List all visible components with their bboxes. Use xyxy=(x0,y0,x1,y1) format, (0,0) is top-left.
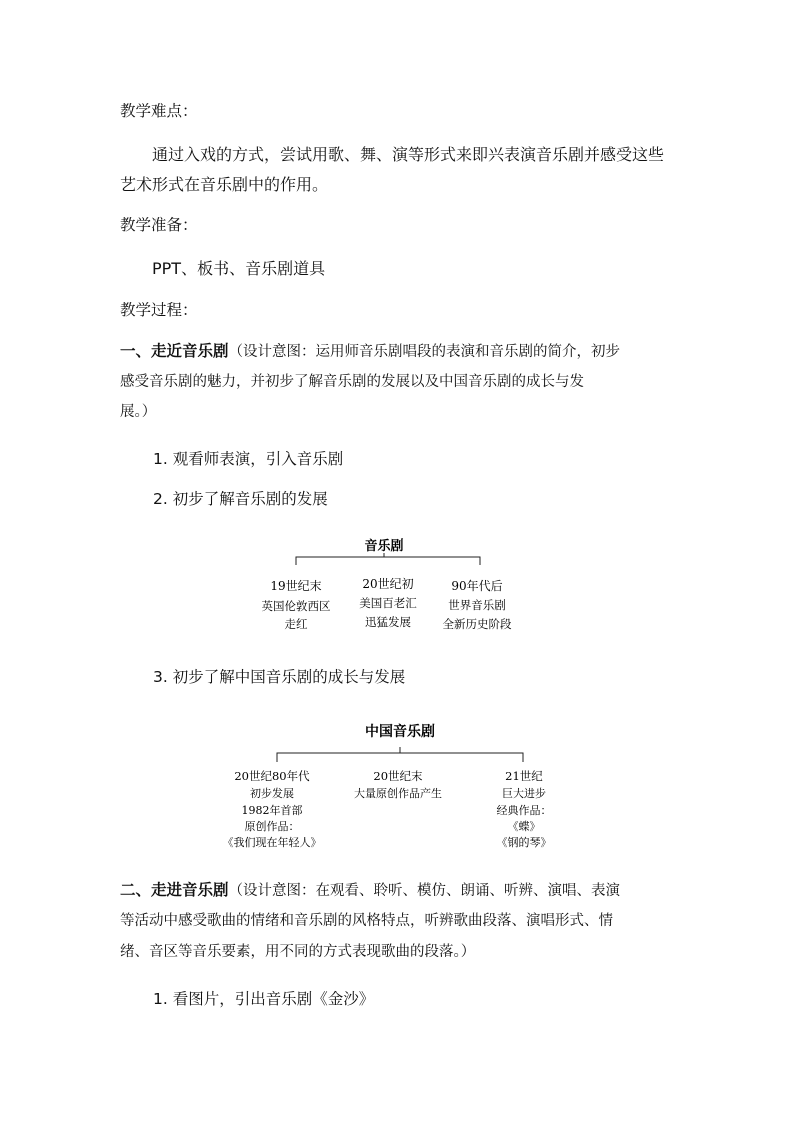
preparation-content: PPT、板书、音乐剧道具 xyxy=(152,259,326,278)
diagram2-branch3-l2: 巨大进步 xyxy=(502,787,546,800)
diagram1-branch3-l3: 全新历史阶段 xyxy=(442,617,512,631)
diagram1-bracket xyxy=(296,553,480,565)
diagram1-title: 音乐剧 xyxy=(364,539,404,554)
diagram2-branch1-l4: 原创作品： xyxy=(244,820,300,833)
section2-item-1: 1. 看图片，引出音乐剧《金沙》 xyxy=(153,990,375,1008)
section1-item-3: 3. 初步了解中国音乐剧的成长与发展 xyxy=(153,668,406,686)
diagram1-branch3-l2: 世界音乐剧 xyxy=(448,598,506,612)
section2-intent-line2: 等活动中感受歌曲的情绪和音乐剧的风格特点，听辨歌曲段落、演唱形式、情 xyxy=(120,913,613,929)
difficulty-text-line2: 艺术形式在音乐剧中的作用。 xyxy=(120,175,329,194)
diagram2-branch2-l1: 20世纪末 xyxy=(373,769,423,783)
section1-line1 xyxy=(120,344,620,360)
section1-intent-line2: 感受音乐剧的魅力，并初步了解音乐剧的发展以及中国音乐剧的成长与发 xyxy=(120,374,584,390)
section1-intent-line3: 展。） xyxy=(120,404,157,420)
diagram2-branch1-l5: 《我们现在年轻人》 xyxy=(222,836,322,849)
chinese-musical-diagram xyxy=(214,718,584,852)
section1-item-2: 2. 初步了解音乐剧的发展 xyxy=(153,490,328,508)
diagram1-branch2-l3: 迅猛发展 xyxy=(365,615,411,629)
diagram1-branch1-l2: 英国伦敦西区 xyxy=(261,599,331,613)
section1-item-1: 1. 观看师表演，引入音乐剧 xyxy=(153,450,344,468)
diagram2-branch3-l5: 《钢的琴》 xyxy=(496,836,552,849)
diagram2-branch1-l2: 初步发展 xyxy=(250,787,294,800)
section2-line1 xyxy=(120,883,620,899)
section2-title: 二、走进音乐剧 xyxy=(120,881,229,899)
diagram2-bracket xyxy=(277,747,523,762)
diagram1-branch2-l2: 美国百老汇 xyxy=(359,596,417,610)
section2-intent-line1: （设计意图：在观看、聆听、模仿、朗诵、听辨、演唱、表演 xyxy=(228,883,621,899)
diagram2-branch1-l3: 1982年首部 xyxy=(241,804,303,817)
difficulty-text-line1: 通过入戏的方式，尝试用歌、舞、演等形式来即兴表演音乐剧并感受这些 xyxy=(152,145,665,164)
diagram2-branch1-l1: 20世纪80年代 xyxy=(234,769,310,783)
diagram2-title: 中国音乐剧 xyxy=(365,724,435,740)
diagram1-branch1-l1: 19世纪末 xyxy=(270,579,322,593)
process-heading: 教学过程： xyxy=(120,301,198,319)
section1-intent-line1: （设计意图：运用师音乐剧唱段的表演和音乐剧的简介，初步 xyxy=(228,344,621,360)
section2-intent-line3: 绪、音区等音乐要素，用不同的方式表现歌曲的段落。） xyxy=(120,944,476,960)
diagram2-branch3-l1: 21世纪 xyxy=(505,769,543,783)
diagram1-branch3-l1: 90年代后 xyxy=(451,579,503,593)
diagram2-branch3-l4: 《蝶》 xyxy=(507,820,541,833)
diagram2-branch3-l3: 经典作品： xyxy=(496,804,552,817)
musical-history-diagram xyxy=(250,533,540,638)
difficulty-heading: 教学难点： xyxy=(120,102,198,120)
diagram2-branch2-l2: 大量原创作品产生 xyxy=(354,787,442,800)
diagram1-branch2-l1: 20世纪初 xyxy=(362,577,414,591)
diagram1-branch1-l3: 走红 xyxy=(284,617,308,631)
section1-title: 一、走近音乐剧 xyxy=(120,342,229,360)
preparation-heading: 教学准备： xyxy=(120,216,198,234)
